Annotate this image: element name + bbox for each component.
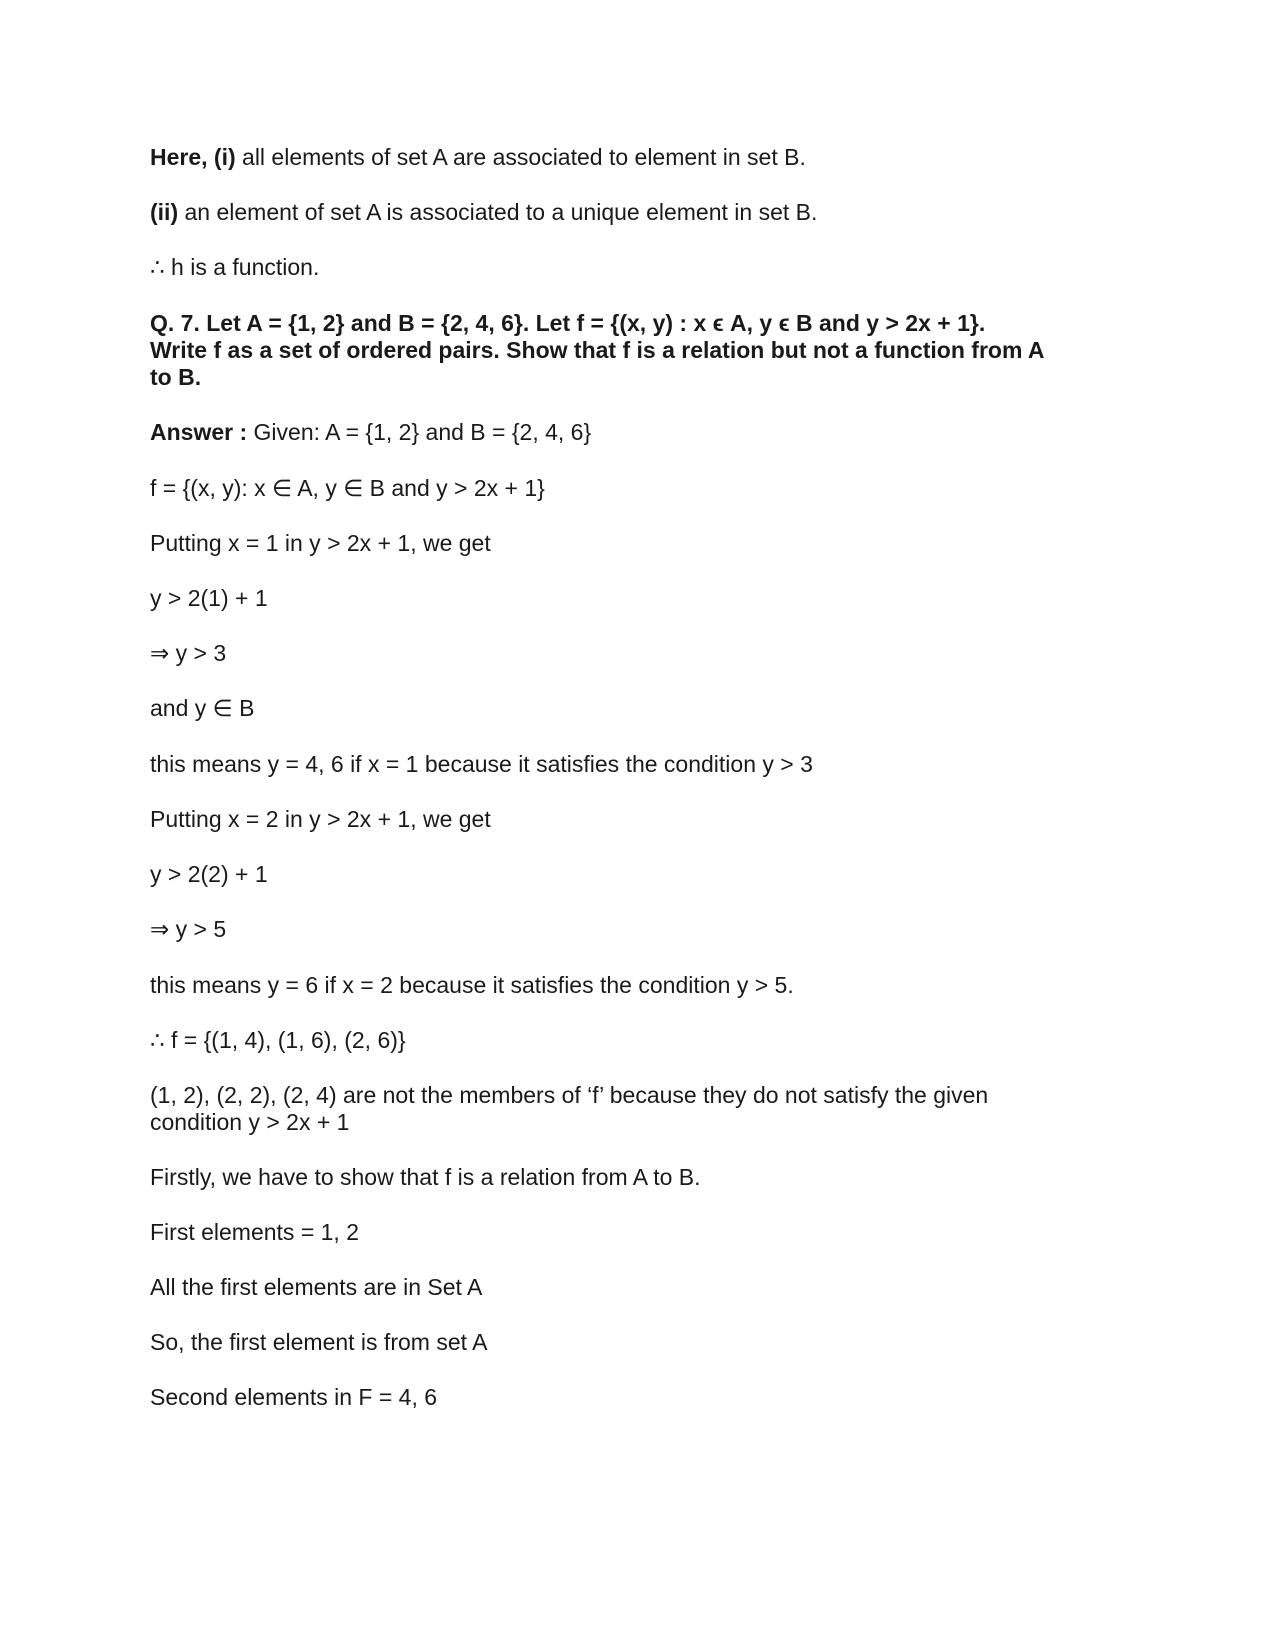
f-result: ∴ f = {(1, 4), (1, 6), (2, 6)} — [150, 1027, 406, 1053]
implies-y-greater-5: ⇒ y > 5 — [150, 916, 227, 942]
f-definition: f = {(x, y): x ∈ A, y ∈ B and y > 2x + 1} — [150, 475, 545, 501]
conclusion-h-function: ∴ h is a function. — [150, 254, 320, 280]
answer-given — [150, 418, 1140, 446]
y-greater-2-2-plus-1: y > 2(2) + 1 — [150, 861, 268, 887]
answer-label: Answer : — [150, 419, 248, 445]
putting-x-equals-2: Putting x = 2 in y > 2x + 1, we get — [150, 806, 491, 832]
y-greater-2-1-plus-1: y > 2(1) + 1 — [150, 585, 268, 611]
all-first-in-set-a: All the first elements are in Set A — [150, 1274, 483, 1300]
statement-i — [150, 143, 1140, 171]
question-7-line-1: Q. 7. Let A = {1, 2} and B = {2, 4, 6}. Let f = {(x, y) : x ϵ A, y ϵ B and y > 2x + 1}. — [150, 310, 986, 336]
question-7-line-3: to B. — [150, 364, 202, 390]
first-element-from-set-a: So, the first element is from set A — [150, 1329, 488, 1355]
putting-x-equals-1: Putting x = 1 in y > 2x + 1, we get — [150, 530, 491, 556]
means-x-equals-2: this means y = 6 if x = 2 because it satisfies the condition y > 5. — [150, 972, 794, 998]
firstly-relation: Firstly, we have to show that f is a relation from A to B. — [150, 1164, 701, 1190]
question-7-line-2: Write f as a set of ordered pairs. Show that f is a relation but not a function from A — [150, 337, 1045, 363]
statement-ii-text: an element of set A is associated to a unique element in set B. — [178, 199, 818, 225]
and-y-in-b: and y ∈ B — [150, 695, 255, 721]
first-elements: First elements = 1, 2 — [150, 1219, 359, 1245]
second-elements: Second elements in F = 4, 6 — [150, 1384, 438, 1410]
not-members-line-2: condition y > 2x + 1 — [150, 1109, 350, 1135]
statement-ii-label: (ii) — [150, 199, 179, 225]
implies-y-greater-3: ⇒ y > 3 — [150, 640, 227, 666]
statement-ii — [150, 198, 1140, 226]
means-x-equals-1: this means y = 4, 6 if x = 1 because it satisfies the condition y > 3 — [150, 751, 813, 777]
answer-given-text: Given: A = {1, 2} and B = {2, 4, 6} — [247, 419, 592, 445]
statement-i-label: Here, (i) — [150, 144, 236, 170]
statement-i-text: all elements of set A are associated to element in set B. — [235, 144, 806, 170]
not-members-line-1: (1, 2), (2, 2), (2, 4) are not the members of ‘f’ because they do not satisfy the given — [150, 1082, 989, 1108]
